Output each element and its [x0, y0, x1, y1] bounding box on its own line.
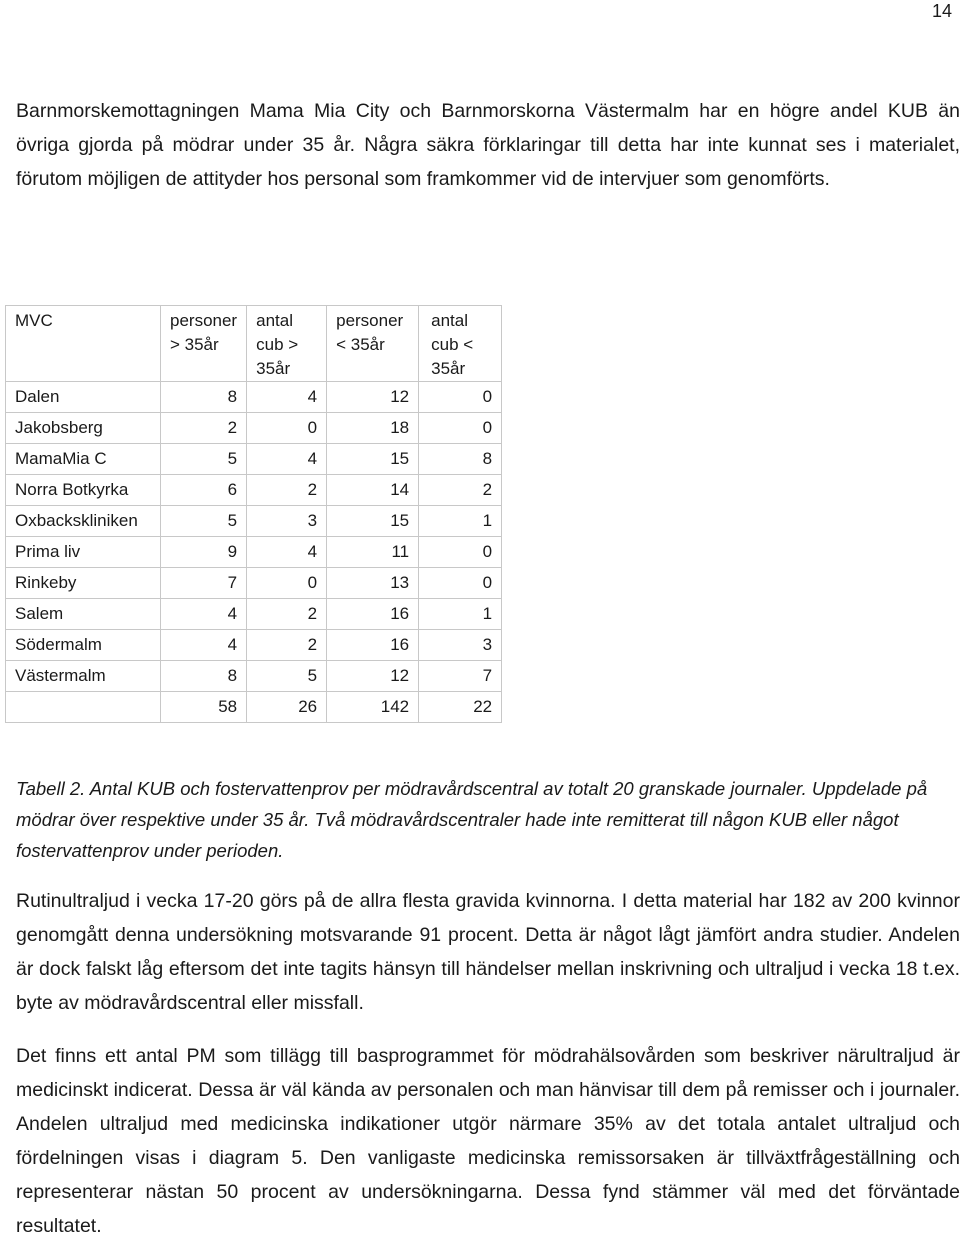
table-row [6, 444, 502, 475]
table-header-row [6, 306, 502, 382]
cell-personer-over-35: 8 [161, 382, 247, 413]
cell-personer-over-35: 5 [161, 444, 247, 475]
table-body [6, 382, 502, 692]
cell-personer-over-35: 4 [161, 630, 247, 661]
total-personer-under-35: 142 [327, 692, 419, 723]
cell-cub-over-35: 4 [247, 444, 327, 475]
cell-cub-over-35: 0 [247, 413, 327, 444]
cell-cub-under-35: 7 [419, 661, 502, 692]
table-row [6, 506, 502, 537]
table-row [6, 475, 502, 506]
cell-personer-under-35: 11 [327, 537, 419, 568]
cell-cub-over-35: 2 [247, 475, 327, 506]
table-row [6, 382, 502, 413]
cell-cub-under-35: 0 [419, 568, 502, 599]
cell-mvc-name: Södermalm [6, 630, 161, 661]
table-row [6, 537, 502, 568]
table-row [6, 568, 502, 599]
table-row [6, 413, 502, 444]
header-mvc: MVC [6, 306, 161, 382]
page-number: 14 [931, 1, 952, 21]
cell-cub-under-35: 2 [419, 475, 502, 506]
totals-label [6, 692, 161, 723]
header-personer-over-35: personer > 35år [161, 306, 247, 382]
cell-mvc-name: Dalen [6, 382, 161, 413]
cell-personer-over-35: 5 [161, 506, 247, 537]
header-cub-under-35: antal cub < 35år [419, 306, 502, 382]
cell-cub-over-35: 2 [247, 599, 327, 630]
cell-mvc-name: Oxbackskliniken [6, 506, 161, 537]
total-personer-over-35: 58 [161, 692, 247, 723]
total-cub-over-35: 26 [247, 692, 327, 723]
cell-personer-over-35: 9 [161, 537, 247, 568]
cell-personer-under-35: 12 [327, 382, 419, 413]
total-cub-under-35: 22 [419, 692, 502, 723]
cell-cub-over-35: 4 [247, 382, 327, 413]
header-personer-under-35: personer < 35år [327, 306, 419, 382]
table-totals-row [6, 692, 502, 723]
cell-mvc-name: Västermalm [6, 661, 161, 692]
ultrasound-indication-paragraph: Det finns ett antal PM som tillägg till basprogrammet för mödrahälsovården som beskriver närultraljud är medicinskt indicerat. Dessa är väl kända av personalen och man hänvisar till dem på remisser och i journaler. Andelen ultraljud med medicinska indikationer utgör närmare 35% av det totala antalet ultraljud och fördelningen visas i diagram 5. Den vanligaste medicinska remissorsaken är tillväxtfrågeställning och representerar nästan 50 procent av undersökningarna. Dessa fynd stämmer väl med det förväntade resultatet. [16, 1045, 960, 1237]
cell-personer-under-35: 18 [327, 413, 419, 444]
cell-mvc-name: Rinkeby [6, 568, 161, 599]
header-cub-over-35: antal cub > 35år [247, 306, 327, 382]
cell-cub-under-35: 0 [419, 537, 502, 568]
cell-cub-over-35: 2 [247, 630, 327, 661]
cell-mvc-name: Norra Botkyrka [6, 475, 161, 506]
cell-personer-over-35: 2 [161, 413, 247, 444]
cell-personer-over-35: 8 [161, 661, 247, 692]
cell-personer-over-35: 4 [161, 599, 247, 630]
cell-cub-under-35: 0 [419, 413, 502, 444]
table-row [6, 599, 502, 630]
cell-personer-under-35: 15 [327, 444, 419, 475]
ultrasound-routine-paragraph: Rutinultraljud i vecka 17-20 görs på de allra flesta gravida kvinnorna. I detta material har 182 av 200 kvinnor genomgått denna undersökning motsvarande 91 procent. Detta är något lågt jämfört andra studier. Andelen är dock falskt låg eftersom det inte tagits hänsyn till händelser mellan inskrivning och ultraljud i vecka 18 t.ex. byte av mödravårdscentral eller missfall. [16, 890, 960, 1014]
cell-cub-under-35: 1 [419, 506, 502, 537]
cell-cub-under-35: 1 [419, 599, 502, 630]
cell-personer-under-35: 14 [327, 475, 419, 506]
cell-personer-under-35: 15 [327, 506, 419, 537]
cell-cub-under-35: 0 [419, 382, 502, 413]
cell-cub-under-35: 3 [419, 630, 502, 661]
cell-personer-under-35: 16 [327, 599, 419, 630]
cell-personer-under-35: 12 [327, 661, 419, 692]
cell-cub-over-35: 5 [247, 661, 327, 692]
table-caption: Tabell 2. Antal KUB och fostervattenprov per mödravårdscentral av totalt 20 granskade journaler. Uppdelade på mödrar över respektive under 35 år. Två mödravårdscentraler hade inte remitterat till någon KUB eller något fostervattenprov under perioden. [16, 778, 928, 861]
table-row [6, 630, 502, 661]
cell-mvc-name: Prima liv [6, 537, 161, 568]
cell-cub-under-35: 8 [419, 444, 502, 475]
cell-personer-under-35: 16 [327, 630, 419, 661]
mvc-statistics-table [5, 305, 502, 723]
intro-paragraph: Barnmorskemottagningen Mama Mia City och Barnmorskorna Västermalm har en högre andel KUB än övriga gjorda på mödrar under 35 år. Några säkra förklaringar till detta har inte kunnat ses i materialet, förutom möjligen de attityder hos personal som framkommer vid de intervjuer som genomförts. [16, 100, 960, 190]
cell-personer-over-35: 7 [161, 568, 247, 599]
cell-personer-under-35: 13 [327, 568, 419, 599]
cell-mvc-name: Salem [6, 599, 161, 630]
table-row [6, 661, 502, 692]
cell-cub-over-35: 4 [247, 537, 327, 568]
cell-cub-over-35: 0 [247, 568, 327, 599]
cell-personer-over-35: 6 [161, 475, 247, 506]
cell-cub-over-35: 3 [247, 506, 327, 537]
cell-mvc-name: MamaMia C [6, 444, 161, 475]
cell-mvc-name: Jakobsberg [6, 413, 161, 444]
